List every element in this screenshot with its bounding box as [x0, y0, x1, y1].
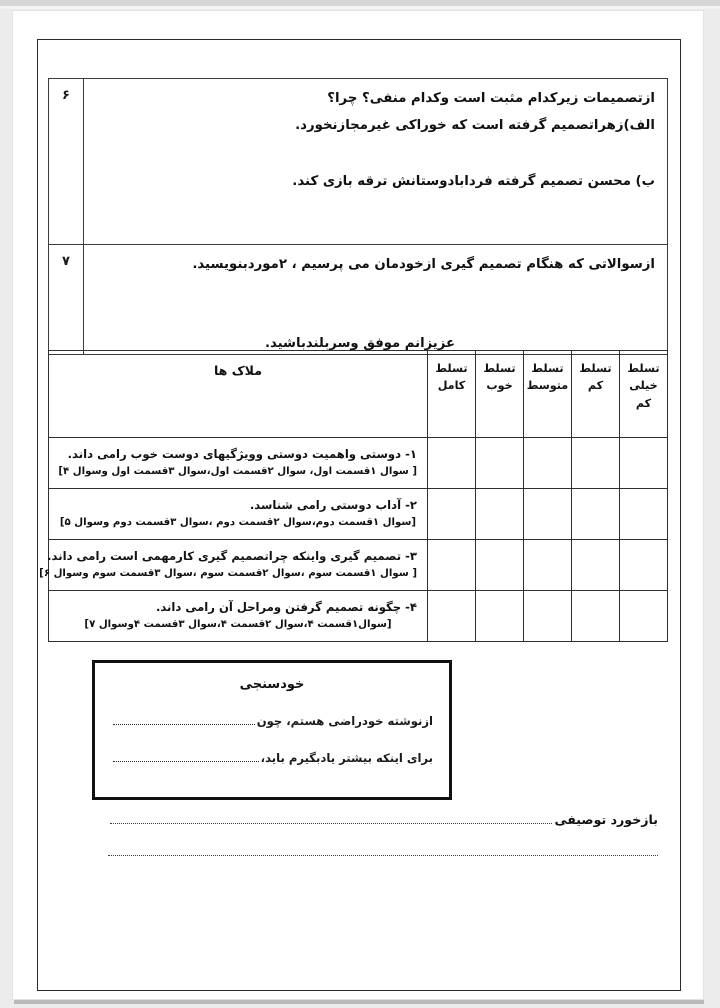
rubric-header-row [49, 351, 668, 438]
rubric-criterion-4-reference: [سوال۱قسمت ۴،سوال ۲قسمت ۴،سوال ۳قسمت ۴وسوال ۷] [84, 619, 392, 631]
rubric-table [39, 350, 668, 642]
rubric-criterion-3-reference: [ سوال ۱قسمت سوم ،سوال ۲قسمت سوم ،سوال ۳قسمت سوم وسوال ۶] [39, 568, 417, 580]
rubric-criterion-1-text: ۱- دوستی واهمیت دوستی وویژگیهای دوست خوب رامی داند. [67, 446, 417, 461]
feedback-label: بازخورد توصیفی [554, 812, 658, 827]
rubric-criterion-2 [49, 489, 428, 540]
rubric-cell-r3-medium[interactable] [524, 540, 572, 591]
rubric-criterion-3 [39, 540, 428, 591]
rubric-cell-r1-full[interactable] [428, 438, 476, 489]
table-row [49, 540, 668, 591]
question-6-line-1: ازتصمیمات زیرکدام مثبت است وکدام منفی؟ چرا؟ [327, 91, 655, 106]
rubric-cell-r2-full[interactable] [428, 489, 476, 540]
rubric-header-mastery-good: تسلط خوب [476, 351, 524, 438]
rubric-cell-r3-low[interactable] [572, 540, 620, 591]
rubric-cell-r2-medium[interactable] [524, 489, 572, 540]
rubric-cell-r1-very-low[interactable] [620, 438, 668, 489]
rubric-cell-r2-good[interactable] [476, 489, 524, 540]
table-row [49, 438, 668, 489]
rubric-cell-r4-good[interactable] [476, 591, 524, 642]
question-6-number: ۶ [49, 79, 84, 245]
rubric-criterion-4-text: ۴- چگونه تصمیم گرفتن ومراحل آن رامی داند. [155, 599, 417, 614]
table-row [49, 489, 668, 540]
rubric-cell-r4-medium[interactable] [524, 591, 572, 642]
rubric-criterion-1 [49, 438, 428, 489]
table-row [49, 591, 668, 642]
table-row [49, 79, 668, 245]
window-top-strip-inner [0, 6, 720, 9]
question-7-line-1: ازسوالاتی که هنگام تصمیم گیری ازخودمان می پرسیم ، ۲موردبنویسید. [192, 257, 655, 272]
question-6-answer-space [96, 139, 655, 169]
document-border-frame [37, 39, 681, 991]
questions-table [48, 78, 668, 355]
rubric-cell-r4-very-low[interactable] [620, 591, 668, 642]
self-assessment-prompt-1-blank[interactable] [113, 723, 255, 725]
rubric-cell-r4-low[interactable] [572, 591, 620, 642]
rubric-header-mastery-medium: تسلط متوسط [524, 351, 572, 438]
rubric-cell-r1-medium[interactable] [524, 438, 572, 489]
rubric-header-mastery-very-low: تسلط خیلی کم [620, 351, 668, 438]
question-7-number: ۷ [49, 245, 84, 355]
question-6-line-2: الف)زهراتصمیم گرفته است که خوراکی غیرمجازنخورد. [295, 117, 655, 133]
rubric-header-mastery-low: تسلط کم [572, 351, 620, 438]
rubric-cell-r2-low[interactable] [572, 489, 620, 540]
self-assessment-box [92, 660, 452, 800]
rubric-cell-r2-very-low[interactable] [620, 489, 668, 540]
question-6-line-3: ب) محسن تصمیم گرفته فردابادوستانش ترقه بازی کند. [292, 174, 655, 190]
rubric-criterion-1-reference: [ سوال ۱قسمت اول، سوال ۲قسمت اول،سوال ۳قسمت اول وسوال ۴] [58, 466, 417, 478]
self-assessment-title: خودسنجی [239, 677, 305, 692]
self-assessment-prompt-1-label: ازنوشته خودراضی هستم، چون [256, 714, 433, 728]
rubric-header-mastery-full: تسلط کامل [428, 351, 476, 438]
self-assessment-prompt-2-blank[interactable] [113, 760, 259, 762]
rubric-criterion-2-text: ۲- آداب دوستی رامی شناسد. [249, 497, 417, 512]
rubric-cell-r1-good[interactable] [476, 438, 524, 489]
rubric-cell-r3-good[interactable] [476, 540, 524, 591]
rubric-criterion-4 [49, 591, 428, 642]
closing-wish-text: عزیزانم موفق وسربلندباشید. [265, 336, 455, 351]
self-assessment-prompt-1 [95, 714, 449, 729]
rubric-cell-r3-very-low[interactable] [620, 540, 668, 591]
rubric-cell-r4-full[interactable] [428, 591, 476, 642]
self-assessment-prompt-2 [95, 751, 449, 766]
feedback-line-2 [38, 854, 682, 856]
feedback-blank-2[interactable] [108, 854, 658, 856]
rubric-criterion-3-text: ۳- تصمیم گیری واینکه چراتصمیم گیری کارمهمی است رامی داند. [47, 548, 417, 563]
rubric-criterion-2-reference: [سوال ۱قسمت دوم،سوال ۲قسمت دوم ،سوال ۳قسمت دوم وسوال ۵] [59, 517, 417, 529]
rubric-cell-r3-full[interactable] [428, 540, 476, 591]
document-page [12, 10, 704, 1000]
page-shadow [14, 1000, 704, 1004]
rubric-header-criteria: ملاک ها [49, 351, 428, 438]
self-assessment-prompt-2-label: برای اینکه بیشتر یادبگیرم باید، [260, 751, 433, 765]
descriptive-feedback-section [38, 812, 682, 856]
feedback-line-1 [38, 812, 682, 828]
question-6-body [84, 79, 668, 245]
rubric-cell-r1-low[interactable] [572, 438, 620, 489]
feedback-blank-1[interactable] [110, 822, 552, 824]
